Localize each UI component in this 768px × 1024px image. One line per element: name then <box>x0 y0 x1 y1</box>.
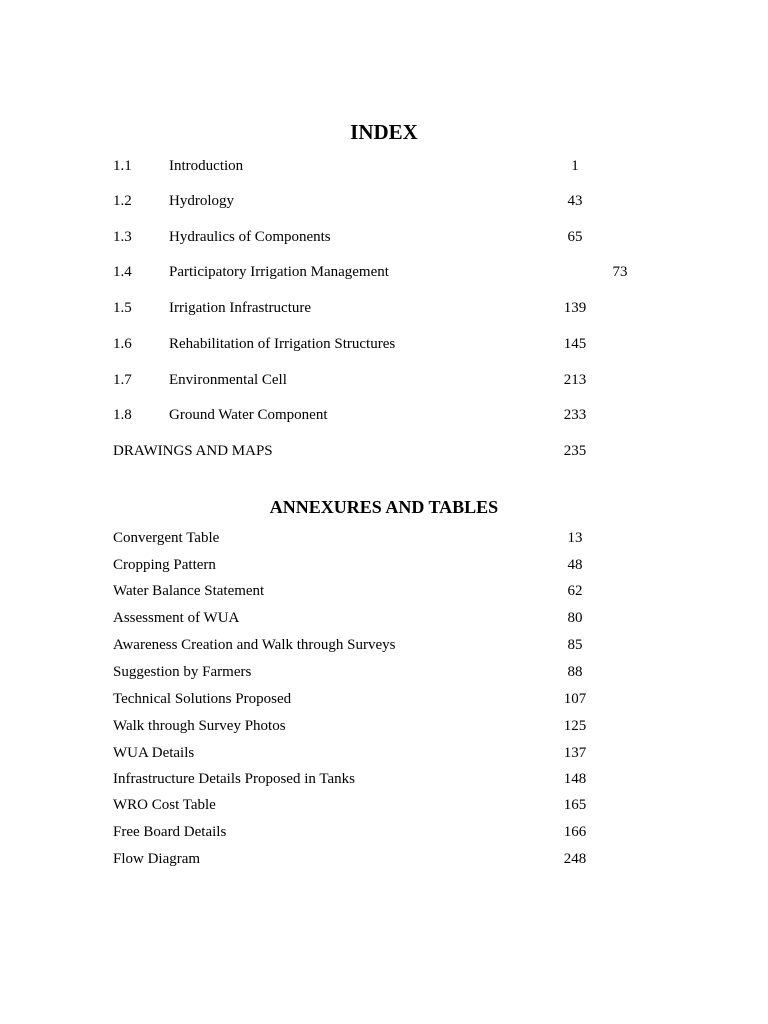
page-number: 62 <box>567 583 583 599</box>
page-number: 213 <box>563 372 587 388</box>
page-number: 80 <box>567 610 583 626</box>
page-number: 73 <box>612 264 628 280</box>
annexure-entry <box>0 581 768 601</box>
page-number: 137 <box>563 745 587 761</box>
index-entry <box>0 156 768 176</box>
annexure-title: Convergent Table <box>113 530 220 546</box>
section-number: 1.4 <box>113 264 132 280</box>
page-number: 248 <box>563 851 587 867</box>
annexure-entry <box>0 689 768 709</box>
section-title: Environmental Cell <box>169 372 287 388</box>
page-number: 125 <box>563 718 587 734</box>
index-entry <box>0 370 768 390</box>
section-number: 1.5 <box>113 300 132 316</box>
annexure-entry <box>0 555 768 575</box>
annexure-entry <box>0 743 768 763</box>
annexure-title: WUA Details <box>113 745 195 761</box>
page-number: 13 <box>567 530 583 546</box>
section-title: Hydrology <box>169 193 234 209</box>
annexure-title: Suggestion by Farmers <box>113 664 252 680</box>
annexure-title: Walk through Survey Photos <box>113 718 286 734</box>
section-number: 1.6 <box>113 336 132 352</box>
annexure-title: Awareness Creation and Walk through Surveys <box>113 637 396 653</box>
annexure-entry <box>0 528 768 548</box>
section-title: Introduction <box>169 158 244 174</box>
annexure-entry <box>0 716 768 736</box>
section-number: 1.1 <box>113 158 132 174</box>
annexure-title: Water Balance Statement <box>113 583 265 599</box>
section-title: Rehabilitation of Irrigation Structures <box>169 336 396 352</box>
annexure-entry <box>0 662 768 682</box>
drawings-title: DRAWINGS AND MAPS <box>113 443 273 459</box>
annexure-entry <box>0 769 768 789</box>
index-entry-drawings <box>0 441 768 461</box>
annexure-title: Cropping Pattern <box>113 557 216 573</box>
annexure-entry <box>0 635 768 655</box>
section-number: 1.8 <box>113 407 132 423</box>
page-number: 139 <box>563 300 587 316</box>
page-number: 88 <box>567 664 583 680</box>
page-number: 85 <box>567 637 583 653</box>
annexure-entry <box>0 849 768 869</box>
annexure-title: Assessment of WUA <box>113 610 240 626</box>
page-number: 166 <box>563 824 587 840</box>
page-number: 48 <box>567 557 583 573</box>
section-title: Ground Water Component <box>169 407 328 423</box>
page-number: 235 <box>563 443 587 459</box>
annexures-heading: ANNEXURES AND TABLES <box>269 497 499 517</box>
index-heading: INDEX <box>350 120 418 144</box>
annexure-entry <box>0 795 768 815</box>
page-number: 107 <box>563 691 587 707</box>
section-title: Participatory Irrigation Management <box>169 264 389 280</box>
page-number: 43 <box>567 193 583 209</box>
annexure-title: Free Board Details <box>113 824 227 840</box>
section-title: Hydraulics of Components <box>169 229 331 245</box>
annexure-entry <box>0 822 768 842</box>
index-entry <box>0 227 768 247</box>
annexure-title: Technical Solutions Proposed <box>113 691 292 707</box>
page-number: 65 <box>567 229 583 245</box>
index-entry <box>0 191 768 211</box>
page-number: 165 <box>563 797 587 813</box>
page-number: 233 <box>563 407 587 423</box>
index-entry <box>0 405 768 425</box>
page-number: 1 <box>571 158 579 174</box>
section-number: 1.3 <box>113 229 132 245</box>
annexure-title: Flow Diagram <box>113 851 201 867</box>
section-title: Irrigation Infrastructure <box>169 300 312 316</box>
index-entry <box>0 334 768 354</box>
index-entry <box>0 262 768 282</box>
section-number: 1.2 <box>113 193 132 209</box>
annexure-title: WRO Cost Table <box>113 797 216 813</box>
index-entry <box>0 298 768 318</box>
section-number: 1.7 <box>113 372 132 388</box>
page-number: 148 <box>563 771 587 787</box>
page-number: 145 <box>563 336 587 352</box>
annexure-entry <box>0 608 768 628</box>
annexure-title: Infrastructure Details Proposed in Tanks <box>113 771 355 787</box>
